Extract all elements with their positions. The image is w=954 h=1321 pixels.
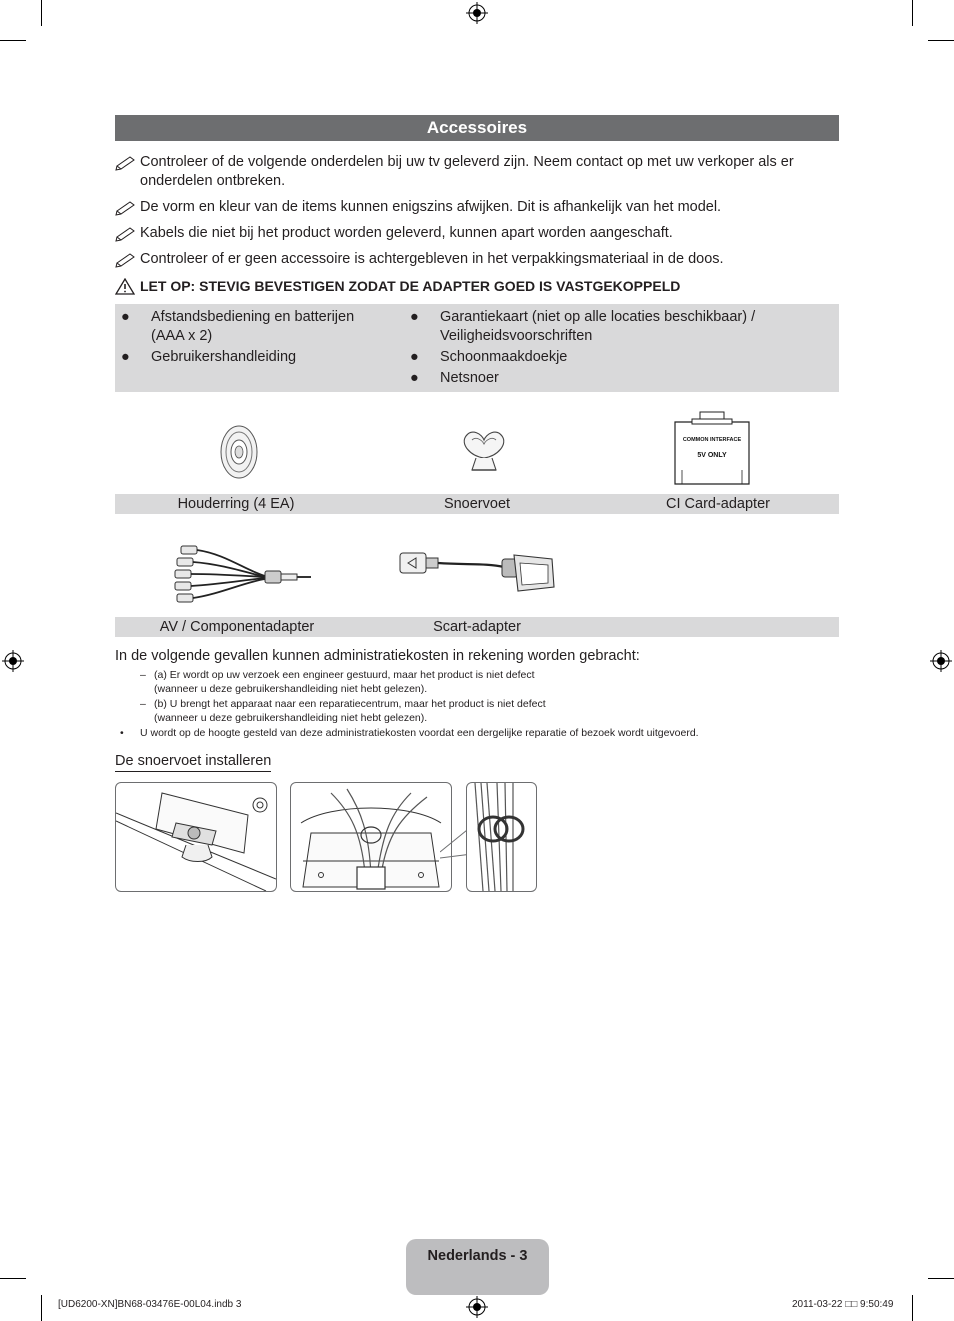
bullet: ●	[410, 349, 419, 365]
list-item-label: Garantiekaart (niet op alle locaties beschikbaar) / Veiligheidsvoorschriften	[440, 309, 756, 344]
note	[115, 224, 839, 243]
caption-scart-adapter: Scart-adapter	[433, 619, 521, 635]
list-item	[410, 308, 800, 346]
install-step-2-image	[290, 782, 452, 892]
pencil-note-icon	[115, 224, 139, 243]
accessory-list	[115, 304, 839, 392]
list-item-label: Afstandsbediening en batterijen (AAA x 2)	[151, 309, 355, 344]
bullet: •	[120, 727, 124, 739]
av-component-adapter-image	[165, 540, 313, 614]
note	[115, 250, 839, 269]
registration-mark-icon	[930, 650, 952, 672]
section-title: Accessoires	[115, 115, 839, 141]
registration-mark-icon	[2, 650, 24, 672]
ci-card-adapter-image	[670, 410, 754, 490]
list-item	[121, 348, 391, 367]
note-text: Kabels die niet bij het product worden geleverd, kunnen apart worden aangeschaft.	[140, 225, 673, 241]
list-item	[410, 369, 800, 388]
cost-final-note: U wordt op de hoogte gesteld van deze administratiekosten voordat een dergelijke reparatie of bezoek wordt uitgevoerd.	[140, 727, 699, 739]
note-text: Controleer of de volgende onderdelen bij uw tv geleverd zijn. Neem contact op met uw verkoper als er onderdelen ontbreken.	[140, 154, 794, 189]
dash: –	[140, 698, 146, 710]
caution-notice	[115, 277, 839, 296]
scart-adapter-image	[396, 545, 558, 597]
warning-icon	[115, 278, 135, 295]
cable-holder-image	[458, 428, 510, 476]
pencil-note-icon	[115, 198, 139, 217]
page-number-tab: Nederlands - 3	[406, 1239, 549, 1295]
cost-case-b-line2: (wanneer u deze gebruikershandleiding niet hebt gelezen).	[154, 712, 428, 724]
ci-label-line1: COMMON INTERFACE	[682, 437, 742, 443]
pencil-note-icon	[115, 250, 139, 269]
crop-mark	[0, 1278, 26, 1279]
bullet: ●	[410, 370, 419, 386]
cost-case-a-line1: (a) Er wordt op uw verzoek een engineer gestuurd, maar het product is niet defect	[154, 669, 535, 681]
crop-mark	[912, 1295, 913, 1321]
cost-case-a-line2: (wanneer u deze gebruikershandleiding niet hebt gelezen).	[154, 683, 428, 695]
note	[115, 198, 839, 217]
list-item-label: Schoonmaakdoekje	[440, 349, 568, 365]
list-item	[410, 348, 800, 367]
caption-av-component-adapter: AV / Componentadapter	[159, 619, 315, 635]
note-text: De vorm en kleur van de items kunnen enigszins afwijken. Dit is afhankelijk van het model.	[140, 199, 722, 215]
list-item	[121, 308, 391, 346]
caption-holder-ring: Houderring (4 EA)	[177, 496, 295, 512]
list-item-label: Netsnoer	[440, 370, 499, 386]
caption-cable-holder: Snoervoet	[443, 496, 511, 512]
bullet: ●	[410, 309, 419, 325]
bullet: ●	[121, 309, 130, 325]
note-text: Controleer of er geen accessoire is achtergebleven in het verpakkingsmateriaal in de doos.	[140, 251, 724, 267]
list-item-label: Gebruikershandleiding	[151, 349, 297, 365]
bullet: ●	[121, 349, 130, 365]
registration-mark-icon	[466, 2, 488, 24]
footer-file-info: [UD6200-XN]BN68-03476E-00L04.indb 3	[58, 1299, 242, 1310]
ci-label-line2: 5V ONLY	[697, 452, 727, 459]
registration-mark-icon	[466, 1296, 488, 1318]
install-step-1-image	[115, 782, 277, 892]
crop-mark	[41, 1295, 42, 1321]
crop-mark	[928, 1278, 954, 1279]
dash: –	[140, 669, 146, 681]
crop-mark	[928, 40, 954, 41]
caption-row	[115, 494, 839, 514]
costs-intro: In de volgende gevallen kunnen administratiekosten in rekening worden gebracht:	[115, 648, 640, 664]
install-step-3-image	[466, 782, 537, 892]
holder-ring-image	[218, 423, 260, 481]
caption-ci-card-adapter: CI Card-adapter	[666, 496, 770, 512]
caution-text: LET OP: STEVIG BEVESTIGEN ZODAT DE ADAPTER GOED IS VASTGEKOPPELD	[140, 278, 681, 294]
crop-mark	[912, 0, 913, 26]
caption-row	[115, 617, 839, 637]
crop-mark	[41, 0, 42, 26]
install-heading: De snoervoet installeren	[115, 752, 271, 772]
crop-mark	[0, 40, 26, 41]
note	[115, 153, 839, 191]
cost-case-b-line1: (b) U brengt het apparaat naar een reparatiecentrum, maar het product is niet defect	[154, 698, 546, 710]
pencil-note-icon	[115, 153, 139, 172]
footer-datetime: 2011-03-22 □□ 9:50:49	[792, 1299, 894, 1310]
